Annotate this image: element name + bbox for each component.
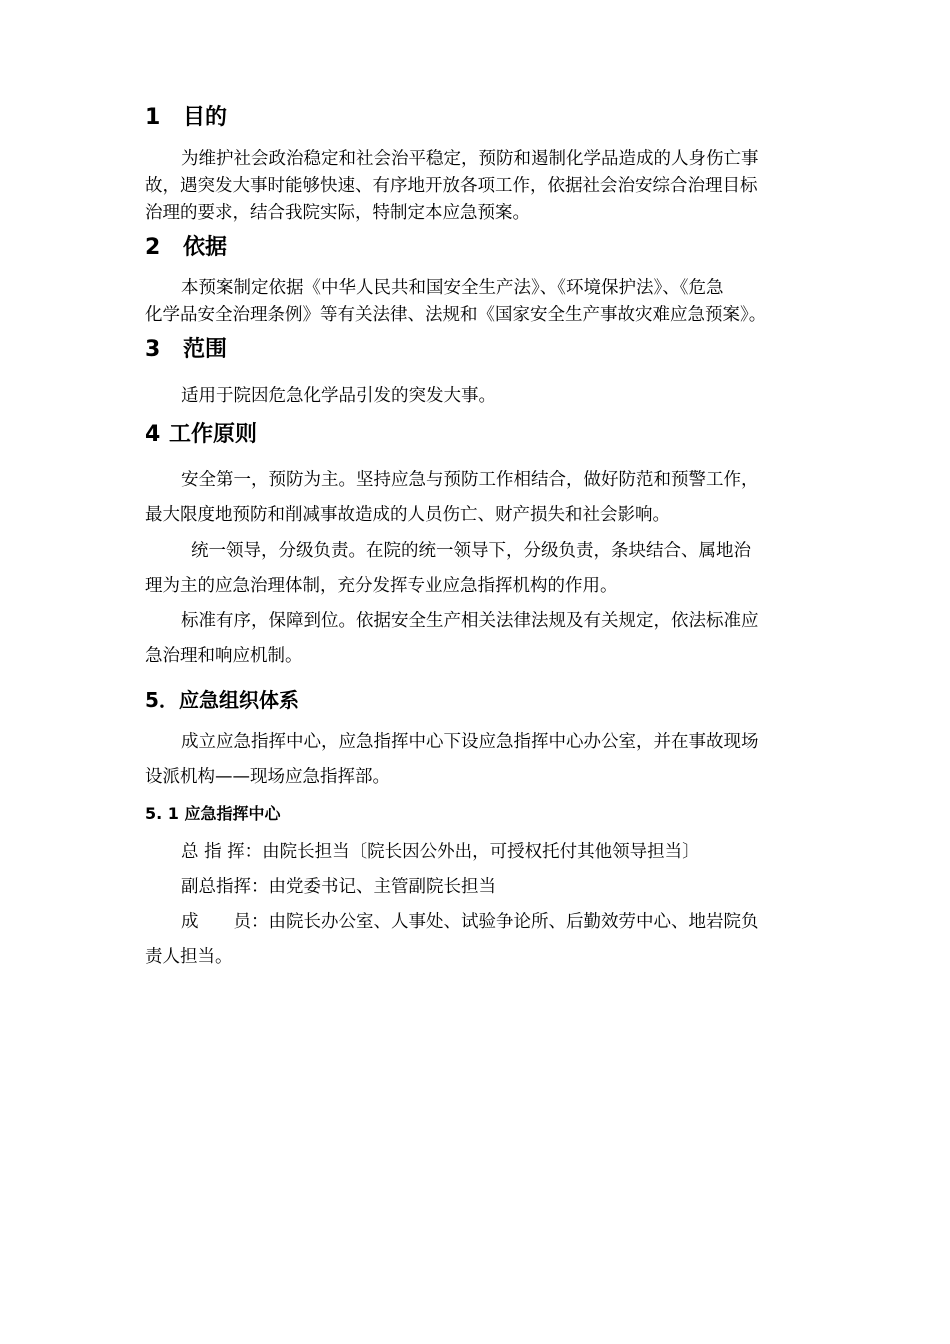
heading-title: 目的 <box>183 105 228 130</box>
paragraph-principle-leadership <box>145 534 817 604</box>
heading-scope <box>145 335 227 365</box>
heading-principles <box>145 420 257 450</box>
text-line: 最大限度地预防和削减事故造成的人员伤亡、财产损失和社会影响。 <box>145 505 670 525</box>
text-line: 成 员：由院长办公室、人事处、试验争论所、后勤效劳中心、地岩院负 <box>181 912 759 932</box>
text-line: 成立应急指挥中心，应急指挥中心下设应急指挥中心办公室，并在事故现场 <box>181 732 759 752</box>
text-line: 本预案制定依据《中华人民共和国安全生产法》、《环境保护法》、《危急 <box>181 278 724 298</box>
text-line: 安全第一，预防为主。坚持应急与预防工作相结合，做好防范和预警工作， <box>181 470 759 490</box>
text-line: 标准有序，保障到位。依据安全生产相关法律法规及有关规定，依法标准应 <box>181 611 759 631</box>
heading-title: 依据 <box>183 235 228 260</box>
text-line: 统一领导，分级负责。在院的统一领导下，分级负责，条块结合、属地治 <box>191 541 751 561</box>
paragraph-principle-safety <box>145 463 817 533</box>
text-line: 化学品安全治理条例》等有关法律、法规和《国家安全生产事故灾难应急预案》。 <box>145 305 767 325</box>
heading-number: 1 <box>145 105 161 130</box>
text-line: 急治理和响应机制。 <box>145 646 303 666</box>
heading-title: 应急组织体系 <box>179 688 299 712</box>
heading-title: 范围 <box>183 337 228 362</box>
heading-title: 工作原则 <box>169 422 258 447</box>
text-line: 责人担当。 <box>145 947 233 967</box>
paragraph-scope <box>145 383 817 410</box>
paragraph-command-center <box>145 835 817 975</box>
heading-basis <box>145 233 227 263</box>
text-line: 设派机构——现场应急指挥部。 <box>145 767 390 787</box>
text-line: 适用于院因危急化学品引发的突发大事。 <box>181 386 496 406</box>
text-line: 故，遇突发大事时能够快速、有序地开放各项工作，依据社会治安综合治理目标 <box>145 176 758 196</box>
text-line: 理为主的应急治理体制，充分发挥专业应急指挥机构的作用。 <box>145 576 618 596</box>
text-line: 治理的要求，结合我院实际，特制定本应急预案。 <box>145 203 530 223</box>
heading-number: 2 <box>145 235 161 260</box>
text-line: 为维护社会政治稳定和社会治平稳定，预防和遏制化学品造成的人身伤亡事 <box>181 149 759 169</box>
heading-number: 4 <box>145 422 161 447</box>
heading-organization <box>145 685 299 715</box>
paragraph-basis <box>145 275 817 329</box>
heading-number: 3 <box>145 337 161 362</box>
heading-purpose <box>145 103 227 133</box>
paragraph-purpose <box>145 146 817 227</box>
paragraph-principle-standard <box>145 604 817 674</box>
subheading-command-center: 5. 1 应急指挥中心 <box>145 804 281 823</box>
paragraph-organization <box>145 725 817 795</box>
heading-number: 5． <box>145 688 179 712</box>
text-line: 副总指挥：由党委书记、主管副院长担当 <box>181 877 496 897</box>
text-line: 总 指 挥：由院长担当〔院长因公外出，可授权托付其他领导担当〕 <box>181 842 700 862</box>
